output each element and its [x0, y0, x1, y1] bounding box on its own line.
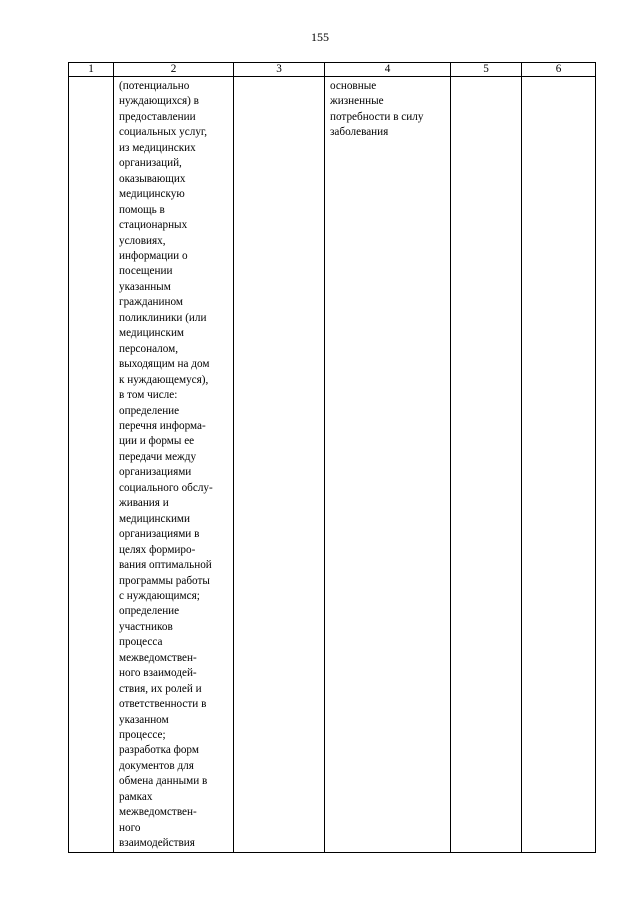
cell-text-line: определение — [119, 404, 180, 417]
column-header-2: 2 — [114, 63, 234, 77]
cell-text-line: информации о — [119, 249, 188, 262]
cell-text-line: участников — [119, 620, 173, 633]
cell-text-line: организаций, — [119, 157, 182, 170]
cell-text-line: программы работы — [119, 574, 210, 587]
cell-text-line: документов для — [119, 759, 194, 772]
cell-text-line: в том числе: — [119, 389, 178, 402]
cell-text-line: живания и — [119, 497, 169, 510]
cell-text-line: процессе; — [119, 729, 166, 742]
cell-text-line: медицинскую — [119, 188, 185, 201]
cell-text-line: помощь в — [119, 203, 165, 216]
cell-text-line: основные — [330, 80, 377, 92]
cell-col-2 — [114, 77, 234, 853]
table-header-row — [69, 63, 596, 77]
cell-text-line: социальных услуг, — [119, 126, 208, 139]
cell-text-line: условиях, — [119, 234, 166, 247]
cell-text-line: жизненные — [330, 95, 384, 108]
cell-text-line: персоналом, — [119, 342, 178, 355]
cell-text-line: к нуждающемуся), — [119, 373, 209, 386]
column-header-4: 4 — [325, 63, 451, 77]
cell-text-line: межведомствен- — [119, 651, 197, 664]
cell-col-6 — [522, 77, 596, 853]
cell-text-line: заболевания — [330, 126, 389, 139]
column-header-1: 1 — [69, 63, 114, 77]
cell-text-line: с нуждающимся; — [119, 589, 200, 602]
cell-text-line: рамках — [119, 790, 153, 803]
cell-text-line: из медицинских — [119, 141, 196, 154]
cell-text-line: указанным — [119, 280, 171, 293]
cell-text-line: гражданином — [119, 296, 183, 309]
cell-text-line: целях формиро- — [119, 543, 196, 556]
cell-text-line: предоставлении — [119, 110, 196, 123]
cell-col-5 — [451, 77, 522, 853]
page-number: 155 — [311, 30, 329, 44]
cell-text-line: поликлиники (или — [119, 311, 207, 324]
cell-text-line: ного взаимодей- — [119, 667, 197, 680]
cell-text-line: оказывающих — [119, 172, 186, 185]
cell-text-line: посещении — [119, 265, 173, 278]
cell-text-line: медицинским — [119, 327, 185, 340]
column-header-3: 3 — [234, 63, 325, 77]
cell-text-line: перечня информа- — [119, 419, 206, 432]
cell-text-line: взаимодействия — [119, 837, 195, 850]
column-header-6: 6 — [522, 63, 596, 77]
cell-text-line: медицинскими — [119, 512, 190, 525]
cell-text-line: ствия, их ролей и — [119, 682, 202, 695]
cell-text-line: ного — [119, 821, 141, 834]
cell-text-line: передачи между — [119, 450, 197, 463]
cell-text-line: организациями в — [119, 528, 200, 541]
cell-text-line: определение — [119, 605, 180, 618]
cell-col-1 — [69, 77, 114, 853]
cell-text-line: социального обслу- — [119, 481, 213, 494]
cell-text-line: обмена данными в — [119, 775, 208, 788]
cell-col-4 — [325, 77, 451, 853]
table-row — [69, 77, 596, 853]
cell-text-line: ции и формы ее — [119, 435, 195, 448]
document-table — [68, 62, 596, 853]
cell-text-line: стационарных — [119, 219, 188, 232]
cell-text-line: разработка форм — [119, 744, 199, 757]
cell-text-line: межведомствен- — [119, 806, 197, 819]
cell-text-line: потребности в силу — [330, 110, 424, 123]
cell-text-line: указанном — [119, 713, 169, 726]
cell-text-line: процесса — [119, 636, 163, 649]
cell-text-line: вания оптимальной — [119, 559, 212, 572]
cell-text-line: ответственности в — [119, 698, 207, 711]
column-header-5: 5 — [451, 63, 522, 77]
cell-text-line: (потенциально — [119, 80, 190, 92]
cell-text-line: нуждающихся) в — [119, 95, 199, 108]
cell-col-3 — [234, 77, 325, 853]
cell-text-line: выходящим на дом — [119, 358, 210, 371]
cell-text-line: организациями — [119, 466, 192, 479]
